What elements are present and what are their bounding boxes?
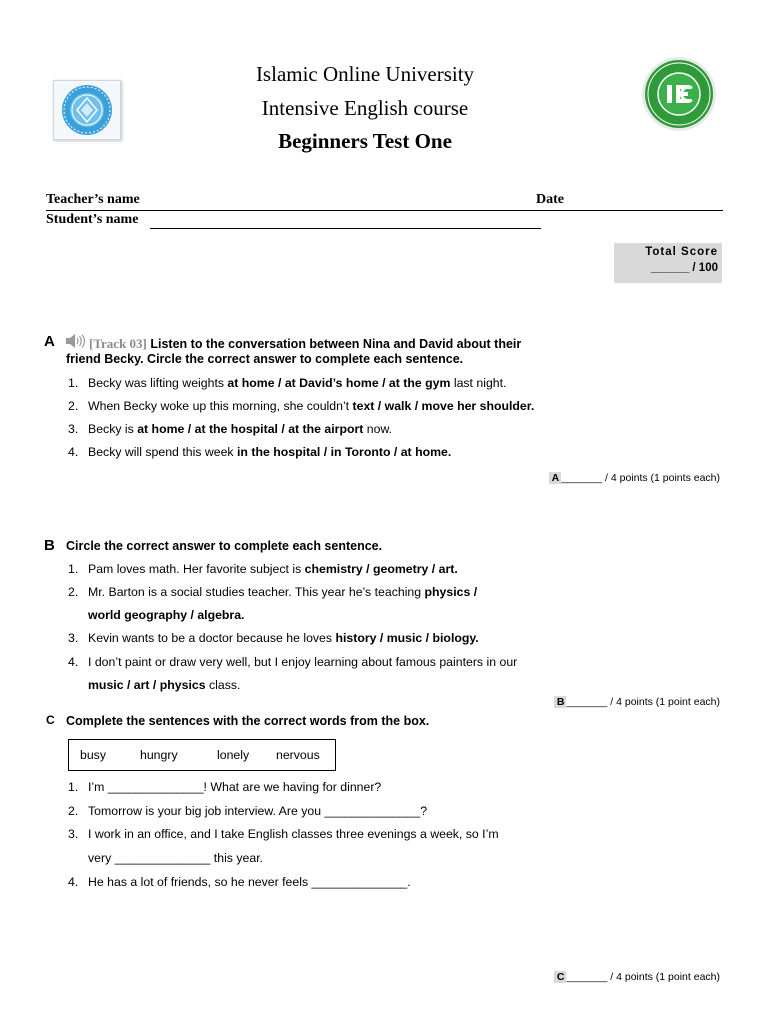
teacher-date-line[interactable] bbox=[46, 210, 723, 211]
teacher-name-label: Teacher’s name bbox=[46, 192, 140, 207]
course-name: Intensive English course bbox=[261, 96, 469, 120]
section-b-instruction: Circle the correct answer to complete each sentence. bbox=[66, 539, 383, 553]
section-a-points: A _______ / 4 points (1 points each) bbox=[549, 472, 720, 484]
university-name: Islamic Online University bbox=[255, 62, 475, 86]
section-a-instruction-line1: [Track 03] Listen to the conversation between Nina and David about their bbox=[89, 336, 522, 351]
word-box bbox=[68, 739, 336, 771]
section-c-points: C _______ / 4 points (1 point each) bbox=[554, 971, 720, 983]
track-label: [Track 03] bbox=[89, 336, 147, 351]
total-score-label: Total Score bbox=[645, 246, 718, 258]
student-name-label: Student’s name bbox=[46, 212, 139, 227]
section-b-letter: B bbox=[44, 537, 55, 554]
speaker-icon[interactable] bbox=[66, 334, 86, 353]
word-box-item: nervous bbox=[276, 748, 320, 762]
total-score-value: ______ / 100 bbox=[650, 262, 718, 274]
total-score-box bbox=[614, 243, 722, 283]
section-c-points-badge: C bbox=[554, 971, 567, 983]
word-box-item: busy bbox=[80, 748, 106, 762]
section-b-points-badge: B bbox=[554, 696, 567, 708]
word-box-item: hungry bbox=[140, 748, 178, 762]
section-a-letter: A bbox=[44, 333, 55, 350]
section-a-instruction-line2: friend Becky. Circle the correct answer to complete each sentence. bbox=[66, 352, 464, 366]
section-a-points-badge: A bbox=[549, 472, 562, 484]
word-box-item: lonely bbox=[217, 748, 250, 762]
section-c-letter: C bbox=[46, 713, 55, 727]
student-name-line[interactable] bbox=[150, 228, 541, 229]
test-title: Beginners Test One bbox=[278, 129, 452, 153]
section-c-instruction: Complete the sentences with the correct words from the box. bbox=[66, 714, 430, 728]
iec-badge-icon bbox=[640, 55, 718, 133]
date-label: Date bbox=[536, 192, 564, 207]
section-b-points: B _______ / 4 points (1 point each) bbox=[554, 696, 720, 708]
university-seal-icon bbox=[53, 80, 121, 140]
